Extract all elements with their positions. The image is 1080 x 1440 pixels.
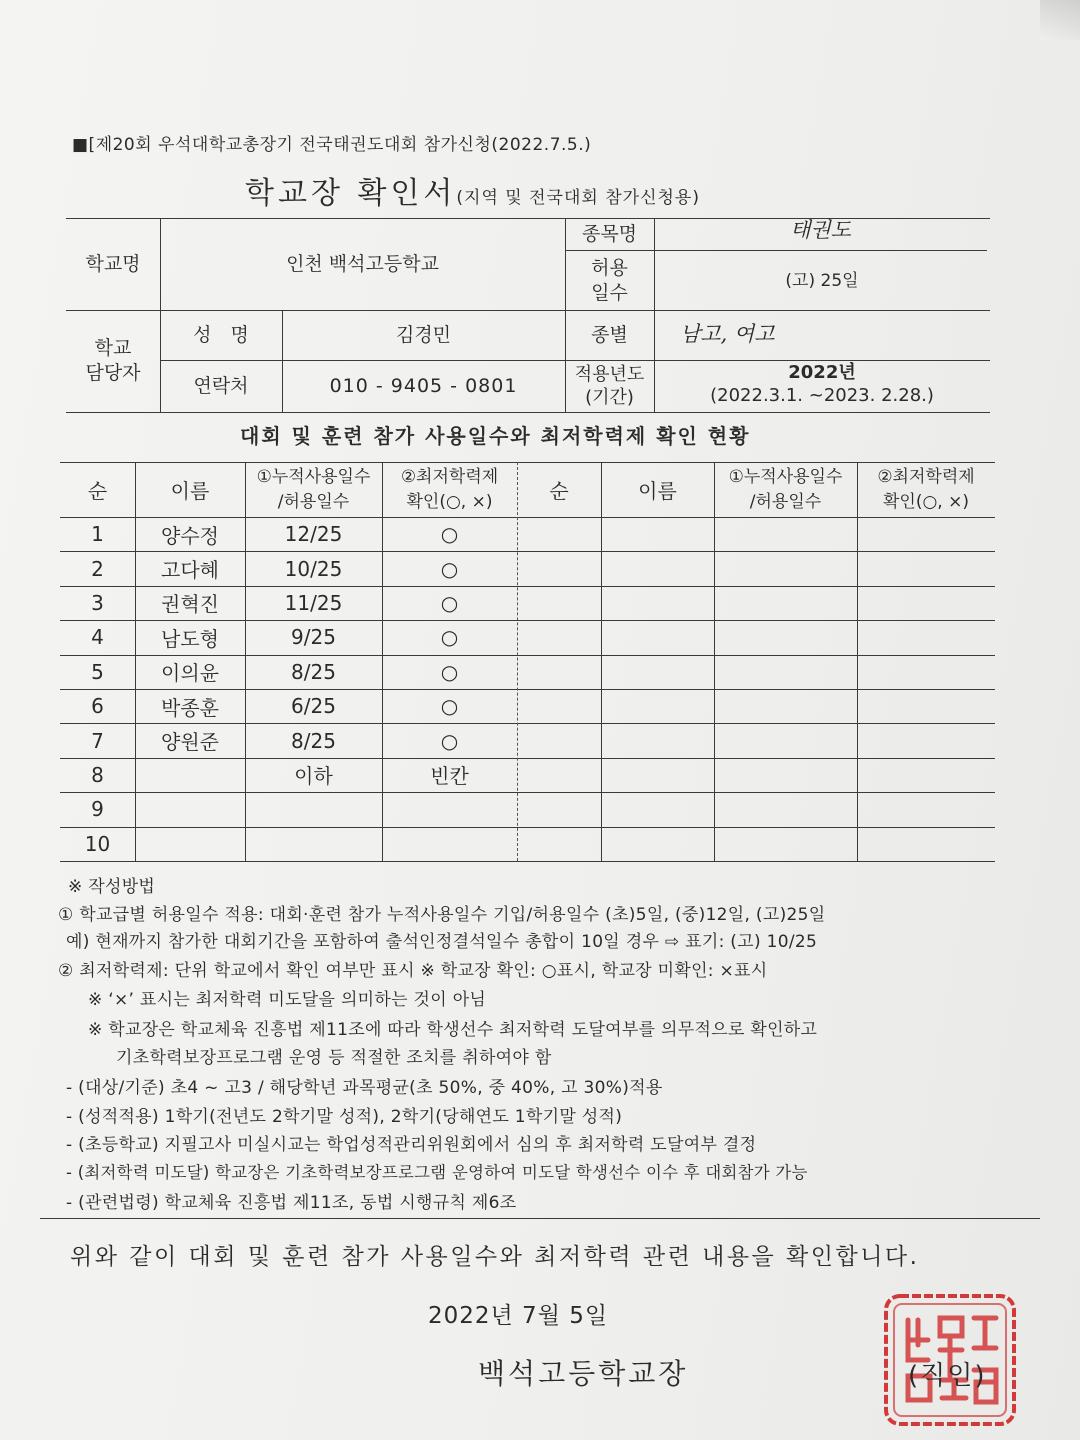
manager-label [66,310,160,412]
section-title: 대회 및 훈련 참가 사용일수와 최저학력제 확인 현황 [240,424,751,448]
row-name [135,792,245,826]
header-check-line1: ②최저학력제 [400,466,499,487]
note-line: - (대상/기준) 초4 ~ 고3 / 해당학년 과목평균(초 50%, 중 40%, 고 30%)적용 [66,1078,663,1098]
header-days-line2: /허용일수 [749,491,822,512]
row-number: 4 [91,625,104,650]
row-number: 2 [91,556,104,581]
row-name: 양원준 [161,730,219,755]
row-days: 12/25 [284,522,343,547]
row-number: 5 [91,659,104,684]
days-label-line2: 일수 [591,282,628,304]
row-number: 7 [91,728,104,753]
row-days [245,827,382,861]
school-label: 학교명 [85,252,141,275]
row-name: 박종훈 [161,695,219,720]
year-label-line2: (기간) [585,387,634,408]
header-check-line1: ②최저학력제 [877,466,975,487]
table-row-line [60,861,995,862]
header-no-right: 순 [549,479,569,503]
note-line: - (성적적용) 1학기(전년도 2학기말 성적), 2학기(당해연도 1학기말 성적) [66,1107,623,1127]
row-days: 6/25 [291,694,336,719]
confirmation-text: 위와 같이 대회 및 훈련 참가 사용일수와 최저학력 관련 내용을 확인합니다. [70,1244,920,1270]
row-number: 6 [91,694,104,719]
row-name: 이의윤 [161,661,219,686]
row-number: 8 [91,762,104,787]
row-check: ○ [440,625,459,650]
row-check: ○ [440,728,459,753]
note-line: 기초학력보장프로그램 운영 등 적절한 조치를 취하여야 함 [116,1048,552,1068]
table-column-line [714,462,715,861]
manager-label-line2: 담당자 [85,362,141,384]
row-name: 양수정 [161,523,219,548]
title-subtitle: (지역 및 전국대회 참가신청용) [456,188,700,208]
row-days: 9/25 [291,625,336,650]
row-name: 고다혜 [161,558,219,583]
notice-line: ■[제20회 우석대학교총장기 전국태권도대회 참가신청(2022.7.5.) [72,135,592,155]
header-days-line1: ①누적사용일수 [728,466,843,487]
row-number: 1 [91,522,104,547]
contact-label: 연락처 [193,374,249,397]
header-check-line2: 확인(○, ×) [406,491,493,512]
row-days: 11/25 [284,590,343,615]
title-text: 학교장 확인서 [245,176,457,211]
document-title [245,168,700,212]
name-label: 성 명 [193,323,249,346]
row-check: ○ [440,522,459,547]
row-number: 9 [91,797,104,822]
row-check: ○ [440,694,459,719]
notes-divider [40,1218,1040,1219]
header-no-left: 순 [87,479,108,503]
row-check [382,792,517,826]
header-name-left: 이름 [170,479,210,503]
header-check-left [382,462,517,517]
year-label-line1: 적용년도 [574,363,645,385]
row-check: ○ [440,556,459,581]
row-name: 남도형 [161,626,219,651]
row-check: ○ [440,659,459,684]
document-date: 2022년 7월 5일 [428,1303,609,1329]
days-label [565,252,654,310]
header-check-right [857,462,995,517]
note-line: - (초등학교) 지필고사 미실시교는 학업성적관리위원회에서 심의 후 최저학력 도달여부 결정 [66,1135,757,1155]
info-line-bottom [66,412,990,413]
gender-value: 남고, 여고 [680,322,775,347]
table-column-line [857,462,858,861]
header-days-line2: /허용일수 [277,491,350,512]
row-name [135,827,245,861]
manager-label-line1: 학교 [94,337,132,360]
row-name [135,758,245,792]
sport-value: 태권도 [790,218,851,243]
days-value: (고) 25일 [785,270,859,291]
row-days [245,792,382,826]
note-line: - (관련법령) 학교체육 진흥법 제11조, 동법 시행규칙 제6조 [66,1193,517,1213]
header-check-line2: 확인(○, ×) [883,491,969,512]
info-line-sport [565,250,987,251]
year-label [565,360,654,412]
year-value [654,356,990,412]
note-line: ※ ‘×’ 표시는 최저학력 미도달을 의미하는 것이 아님 [88,990,487,1010]
year-value-period: (2022.3.1. ~2023. 2.28.) [710,385,934,406]
row-check: ○ [440,590,459,615]
page-corner-shadow [1040,0,1080,40]
contact-value: 010 - 9405 - 0801 [329,374,518,397]
table-column-line [601,462,602,861]
days-label-line1: 허용 [591,257,628,280]
header-name-right: 이름 [638,479,677,503]
header-days-line1: ①누적사용일수 [256,466,371,487]
row-days: 이하 [294,764,333,789]
row-check [382,827,517,861]
row-name: 권혁진 [161,592,219,617]
header-days-left [245,462,382,517]
note-line: 예) 현재까지 참가한 대회기간을 포함하여 출석인정결석일수 총합이 10일 경우 ⇨ 표기: (고) 10/25 [66,932,818,952]
name-value: 김경민 [395,323,452,346]
sport-label: 종목명 [581,222,638,245]
gender-label: 종별 [591,323,628,346]
principal-name: 백석고등학교장 [478,1357,689,1390]
header-days-right [714,462,857,517]
row-number: 10 [84,831,111,856]
year-value-year: 2022년 [788,361,856,383]
note-line: ② 최저학력제: 단위 학교에서 확인 여부만 표시 ※ 학교장 확인: ○표시, 학교장 미확인: ×표시 [58,961,768,981]
row-days: 10/25 [284,556,343,581]
notes-heading: ※ 작성방법 [68,877,156,897]
row-days: 8/25 [291,659,336,684]
row-days: 8/25 [291,728,336,753]
note-line: ① 학교급별 허용일수 적용: 대회·훈련 참가 누적사용일수 기입/허용일수 (초)5일, (중)12일, (고)25일 [58,905,826,925]
note-line: - (최저학력 미도달) 학교장은 기초학력보장프로그램 운영하여 미도달 학생선수 이수 후 대회참가 가능 [66,1163,808,1182]
note-line: ※ 학교장은 학교체육 진흥법 제11조에 따라 학생선수 최저학력 도달여부를 의무적으로 확인하고 [88,1020,818,1040]
table-column-line [517,462,519,861]
row-number: 3 [91,590,104,615]
row-check: 빈칸 [430,764,469,789]
school-value: 인천 백석고등학교 [286,252,439,275]
seal-label: (직인) [908,1361,987,1391]
